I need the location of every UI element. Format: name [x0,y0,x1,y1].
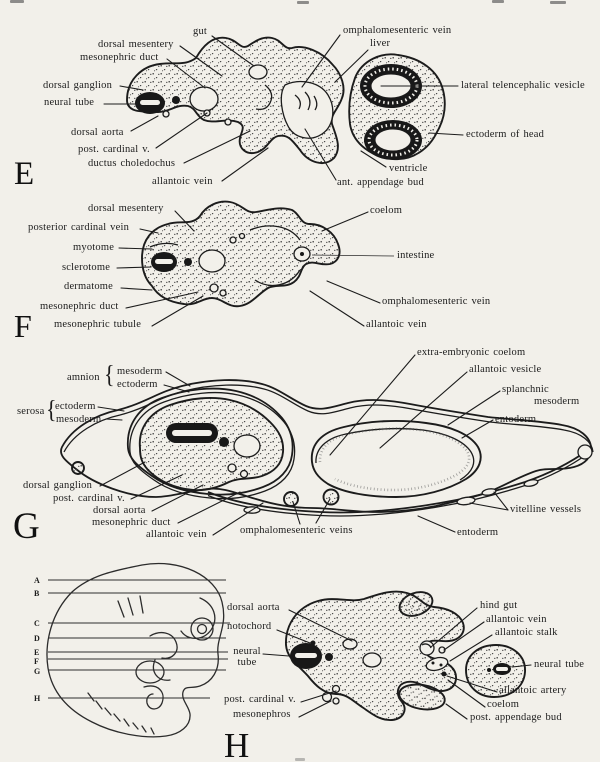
label-extra-embryonic-coelom: extra-embryonic coelom [417,347,526,358]
section-g-drawing [61,380,593,516]
label-allantoic-vein: allantoic vein [146,529,207,540]
label-amnion-ectoderm: ectoderm [117,379,158,390]
label-vitelline-vessels: vitelline vessels [510,504,582,515]
label-splanchnic: splanchnic [502,384,549,395]
label-dorsal-ganglion: dorsal ganglion [43,80,113,91]
label-post-appendage-bud: post. appendage bud [470,712,562,723]
panel-letter-h: H [224,726,250,762]
allantoic-vesicle-g [312,421,481,497]
embryo-body-g [140,398,283,490]
label-neural-tube: neural tube [44,97,95,108]
notochord-h [311,641,316,646]
vitelline-vessel [524,479,539,488]
section-line-letters [34,576,41,703]
panel-letter-f: F [14,308,32,344]
section-e-drawing [127,38,445,163]
label-dorsal-aorta: dorsal aorta [93,505,146,516]
label-serosa: serosa [17,406,45,417]
panel-letter-g: G [13,506,40,547]
label-ectoderm-of-head: ectoderm of head [466,129,545,140]
label-mesonephros: mesonephros [233,709,291,720]
label-coelom: coelom [487,699,520,710]
label-dermatome: dermatome [64,281,114,292]
serosa-brace: { [46,394,57,424]
label-entoderm-top: entoderm [495,414,537,425]
section-lines [48,580,230,698]
label-splanchnic-mesoderm: mesoderm [534,396,580,407]
panel-letter-e: E [14,156,35,192]
label-ant-appendage-bud: ant. appendage bud [337,177,424,188]
label-post-cardinal-v: post. cardinal v. [53,493,125,504]
dorsal-ganglion-e [172,96,180,104]
embryo-minimap [34,563,230,736]
label-allantoic-vesicle: allantoic vesicle [469,364,542,375]
label-mesonephric-duct: mesonephric duct [40,301,119,312]
scan-artifact [550,1,566,4]
label-amnion: amnion [67,372,100,383]
minimap-letter-b: B [34,589,40,598]
label-allantoic-artery: allantoic artery [499,685,567,696]
label-myotome: myotome [73,242,115,253]
scan-artifact [492,0,504,3]
amnion-brace: { [104,359,115,389]
scan-artifact [295,758,305,761]
hind-gut-h [420,641,434,655]
label-ventricle: ventricle [389,163,428,174]
label-entoderm-bottom: entoderm [457,527,499,538]
label-neural-tube: neural tube [233,646,261,668]
label-dorsal-aorta: dorsal aorta [227,602,280,613]
gut-e [249,65,267,79]
label-posterior-cardinal-vein: posterior cardinal vein [28,222,130,233]
label-serosa-ectoderm: ectoderm [55,401,96,412]
label-omphalomesenteric-vein: omphalomesenteric vein [382,296,491,307]
label-sclerotome: sclerotome [62,262,111,273]
scan-artifact [297,1,309,4]
label-allantoic-vein: allantoic vein [152,176,213,187]
label-mesonephric-duct: mesonephric duct [80,52,159,63]
minimap-letter-f: F [34,657,39,666]
minimap-letter-d: D [34,634,40,643]
label-gut: gut [193,26,208,37]
label-dorsal-mesentery: dorsal mesentery [98,39,174,50]
label-neural-tube-right: neural tube [534,659,585,670]
label-dorsal-ganglion: dorsal ganglion [23,480,93,491]
minimap-letter-a: A [34,576,40,585]
label-mesonephric-duct: mesonephric duct [92,517,171,528]
label-dorsal-mesentery: dorsal mesentery [88,203,164,214]
label-lateral-telencephalic-vesicle: lateral telencephalic vesicle [461,80,585,91]
label-omphalomesenteric-vein: omphalomesenteric vein [343,25,452,36]
label-dorsal-aorta: dorsal aorta [71,127,124,138]
label-coelom: coelom [370,205,403,216]
label-allantoic-vein: allantoic vein [366,319,427,330]
label-allantoic-stalk: allantoic stalk [495,627,558,638]
minimap-letter-e: E [34,648,40,657]
scan-artifact [10,0,24,3]
label-mesonephric-tubule: mesonephric tubule [54,319,142,330]
label-serosa-mesoderm: mesoderm [56,414,102,425]
label-notochord: notochord [227,621,272,632]
label-ductus-choledochus: ductus choledochus [88,158,176,169]
allantoic-artery-h [442,672,447,677]
label-post-cardinal-v: post. cardinal v. [224,694,296,705]
minimap-letter-c: C [34,619,40,628]
label-intestine: intestine [397,250,435,261]
label-omphalomesenteric-veins: omphalomesenteric veins [240,525,353,536]
label-hind-gut: hind gut [480,600,518,611]
label-allantoic-vein: allantoic vein [486,614,547,625]
vitelline-vessel [457,496,476,506]
omphalomesenteric-vein-blob [284,492,298,506]
minimap-letter-h: H [34,694,41,703]
omphalomesenteric-vein-blob [324,490,339,505]
label-liver: liver [370,38,391,49]
label-post-cardinal-v: post. cardinal v. [78,144,150,155]
telencephalic-vesicle-lower [364,120,422,160]
label-amnion-mesoderm: mesoderm [117,366,163,377]
minimap-letter-g: G [34,667,41,676]
